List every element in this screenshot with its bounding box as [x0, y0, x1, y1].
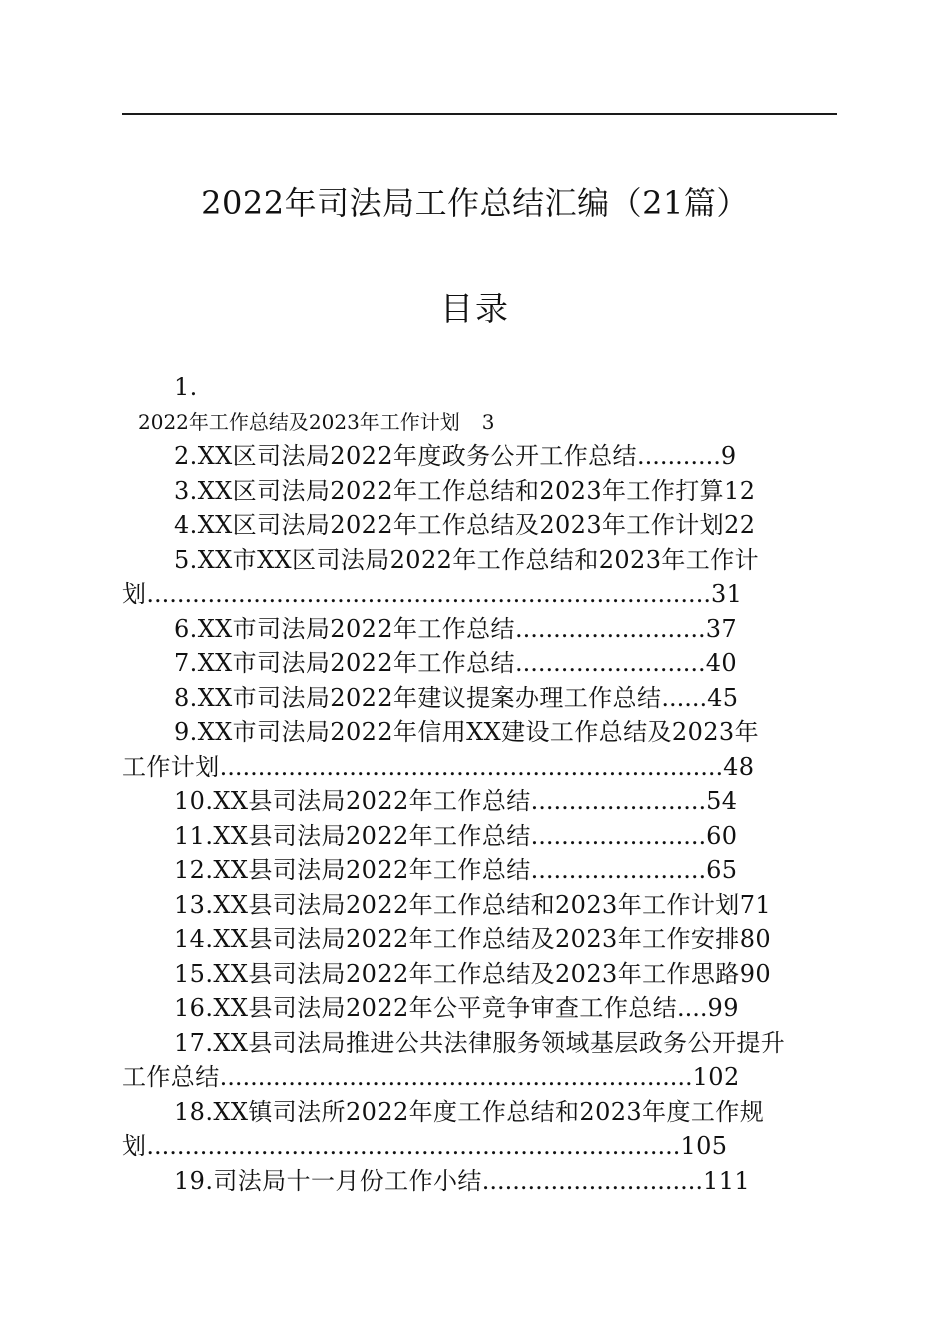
toc-entry-title: 7.XX市司法局2022年工作总结 [174, 649, 515, 677]
toc-entry[interactable] [122, 508, 838, 543]
toc-entry-page: 65 [706, 856, 738, 884]
toc-entry-leader: ......................... [514, 649, 706, 677]
toc-entry-leader: ............................. [481, 1166, 704, 1195]
toc-entry-title: 1. [174, 373, 198, 401]
toc-entry-leader: .............................................................. [219, 1063, 693, 1091]
toc-entry[interactable] [122, 612, 838, 647]
toc-entry-leader: ....................... [530, 856, 707, 884]
toc-entry[interactable] [122, 715, 838, 750]
table-of-contents [122, 370, 838, 1198]
toc-entry-title: 5.XX市XX区司法局2022年工作总结和2023年工作计 [174, 545, 759, 574]
toc-entry-page: 22 [724, 511, 756, 539]
toc-entry-page: 90 [739, 959, 772, 988]
toc-entry-leader: .......................................................................... [146, 580, 711, 608]
toc-entry-title: 6.XX市司法局2022年工作总结 [174, 614, 515, 643]
toc-entry[interactable] [122, 474, 838, 509]
toc-entry-leader: ....................... [530, 821, 707, 850]
toc-entry-title: 划 [122, 1132, 147, 1160]
toc-entry-page: 48 [723, 752, 755, 781]
toc-entry-page: 37 [705, 614, 738, 643]
toc-entry[interactable] [122, 439, 838, 474]
toc-entry-leader: ....................... [530, 787, 707, 815]
toc-entry[interactable] [122, 370, 838, 405]
toc-entry[interactable] [122, 750, 838, 785]
toc-entry-page: 102 [692, 1063, 740, 1091]
toc-entry-leader: .................................................................. [219, 752, 724, 781]
toc-entry[interactable] [122, 646, 838, 681]
toc-entry-leader: ........... [636, 442, 721, 470]
toc-entry[interactable] [122, 1060, 838, 1095]
toc-entry-title: 12.XX县司法局2022年工作总结 [174, 856, 531, 884]
toc-entry-title: 17.XX县司法局推进公共法律服务领域基层政务公开提升 [174, 1028, 786, 1057]
toc-entry[interactable] [122, 405, 838, 440]
toc-entry[interactable] [122, 957, 838, 992]
toc-entry-page: 54 [706, 787, 738, 815]
document-title: 2022年司法局工作总结汇编（21篇） [201, 184, 749, 222]
toc-entry-page: 80 [739, 925, 772, 953]
toc-entry-title: 工作计划 [122, 752, 220, 781]
header-rule [122, 113, 837, 115]
toc-entry-page: 45 [707, 683, 739, 712]
toc-entry-leader: ...................................................................... [146, 1132, 681, 1160]
toc-entry-page: 71 [739, 890, 772, 919]
toc-entry-title: 划 [122, 580, 147, 608]
toc-entry[interactable] [122, 543, 838, 578]
toc-entry-title: 工作总结 [122, 1063, 220, 1091]
toc-entry-page: 40 [705, 649, 738, 677]
toc-entry-title: 18.XX镇司法所2022年度工作总结和2023年度工作规 [174, 1097, 765, 1126]
toc-entry-title: 19.司法局十一月份工作小结 [174, 1166, 482, 1195]
toc-entry-page: 105 [680, 1132, 728, 1160]
toc-entry-title: 2.XX区司法局2022年度政务公开工作总结 [174, 442, 637, 470]
toc-entry-title: 9.XX市司法局2022年信用XX建设工作总结及2023年 [174, 718, 759, 746]
toc-entry-title: 4.XX区司法局2022年工作总结及2023年工作计划 [174, 511, 725, 539]
toc-entry[interactable] [122, 888, 838, 923]
toc-entry-page: 9 [720, 442, 737, 470]
toc-entry-title: 14.XX县司法局2022年工作总结及2023年工作安排 [174, 925, 740, 953]
toc-entry-page: 31 [710, 580, 743, 608]
toc-entry[interactable] [122, 853, 838, 888]
toc-entry-title: 3.XX区司法局2022年工作总结和2023年工作打算 [174, 476, 725, 505]
toc-entry-title: 15.XX县司法局2022年工作总结及2023年工作思路 [174, 959, 740, 988]
toc-entry[interactable] [122, 577, 838, 612]
toc-entry-leader: ......................... [514, 614, 706, 643]
toc-entry-leader: .... [677, 994, 708, 1022]
toc-entry-page: 111 [703, 1166, 751, 1195]
toc-heading: 目录 [440, 289, 510, 328]
toc-entry[interactable] [122, 784, 838, 819]
toc-entry-page: 99 [707, 994, 739, 1022]
toc-entry-title: 11.XX县司法局2022年工作总结 [174, 821, 531, 850]
toc-entry-title: 13.XX县司法局2022年工作总结和2023年工作计划 [174, 890, 740, 919]
toc-entry[interactable] [122, 1164, 838, 1199]
toc-entry[interactable] [122, 991, 838, 1026]
toc-entry-title: 10.XX县司法局2022年工作总结 [174, 787, 531, 815]
toc-entry[interactable] [122, 681, 838, 716]
toc-entry[interactable] [122, 819, 838, 854]
toc-entry[interactable] [122, 1026, 838, 1061]
toc-entry[interactable] [122, 922, 838, 957]
toc-entry[interactable] [122, 1129, 838, 1164]
toc-entry-page: 60 [706, 821, 738, 850]
toc-entry-page: 3 [481, 409, 495, 434]
toc-entry-page: 12 [724, 476, 756, 505]
toc-entry-title: 8.XX市司法局2022年建议提案办理工作总结 [174, 683, 662, 712]
toc-entry[interactable] [122, 1095, 838, 1130]
toc-entry-leader: ...... [661, 683, 708, 712]
toc-entry-title: 2022年工作总结及2023年工作计划 [138, 409, 460, 434]
toc-entry-title: 16.XX县司法局2022年公平竞争审查工作总结 [174, 994, 678, 1022]
